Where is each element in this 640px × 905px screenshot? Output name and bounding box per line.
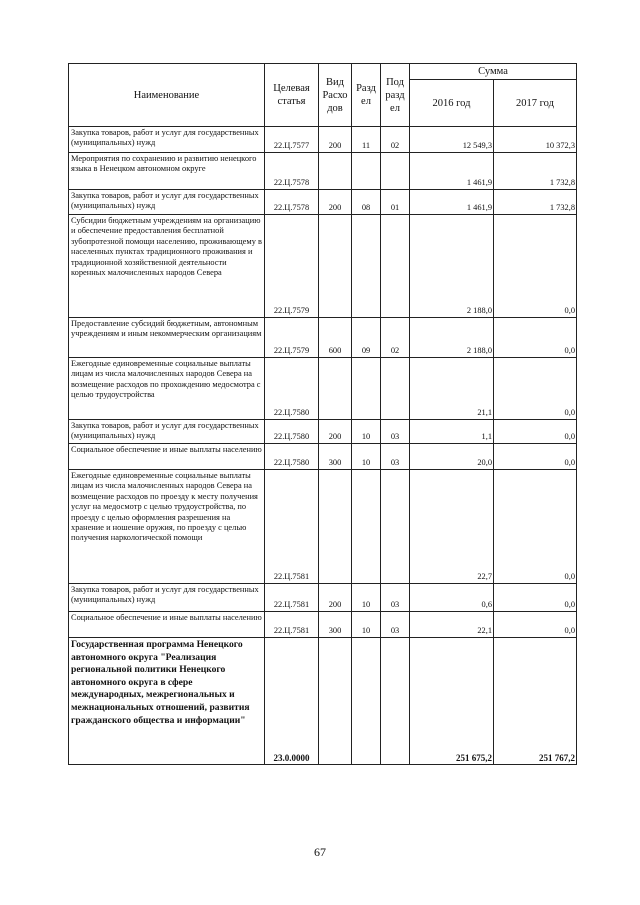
header-vid: Вид Расхо дов <box>319 64 352 127</box>
table-row <box>69 420 577 444</box>
row-amount-2016: 251 675,2 <box>410 638 494 765</box>
row-amount-2016: 22,1 <box>410 612 494 638</box>
row-target-code: 22.Ц.7580 <box>265 444 319 470</box>
row-amount-2016: 2 188,0 <box>410 215 494 318</box>
row-amount-2017: 0,0 <box>494 470 577 584</box>
row-amount-2017: 0,0 <box>494 420 577 444</box>
row-target-code: 22.Ц.7578 <box>265 190 319 215</box>
header-podrazdel: Под разд ел <box>381 64 410 127</box>
row-razdel-code: 09 <box>352 318 381 358</box>
row-name: Закупка товаров, работ и услуг для государственных (муниципальных) нужд <box>69 584 265 612</box>
row-target-code: 22.Ц.7581 <box>265 470 319 584</box>
row-amount-2016: 22,7 <box>410 470 494 584</box>
row-razdel-code <box>352 153 381 190</box>
row-target-code: 22.Ц.7579 <box>265 318 319 358</box>
table-row <box>69 470 577 584</box>
row-amount-2017: 0,0 <box>494 612 577 638</box>
row-amount-2016: 0,6 <box>410 584 494 612</box>
row-podrazdel-code <box>381 638 410 765</box>
row-vid-code: 200 <box>319 584 352 612</box>
header-name: Наименование <box>69 64 265 127</box>
row-target-code: 22.Ц.7581 <box>265 584 319 612</box>
row-razdel-code: 10 <box>352 420 381 444</box>
row-podrazdel-code: 02 <box>381 318 410 358</box>
row-vid-code: 200 <box>319 190 352 215</box>
row-amount-2017: 0,0 <box>494 584 577 612</box>
row-vid-code: 300 <box>319 612 352 638</box>
table-header <box>69 64 577 127</box>
budget-table-sheet <box>68 63 576 765</box>
row-podrazdel-code <box>381 215 410 318</box>
row-target-code: 22.Ц.7579 <box>265 215 319 318</box>
row-vid-code <box>319 153 352 190</box>
row-name: Субсидии бюджетным учреждениям на организацию и обеспечение предоставления бесплатной зубопротезной помощи населению, проживающему в населенных пунктах традиционного проживания и традиционной хозяйственной деятельности коренных малочисленных народов Севера <box>69 215 265 318</box>
row-podrazdel-code: 02 <box>381 127 410 153</box>
row-target-code: 22.Ц.7580 <box>265 420 319 444</box>
row-amount-2017: 0,0 <box>494 318 577 358</box>
row-name: Предоставление субсидий бюджетным, автономным учреждениям и иным некоммерческим организациям <box>69 318 265 358</box>
budget-table <box>68 63 577 765</box>
row-vid-code <box>319 358 352 420</box>
row-podrazdel-code: 03 <box>381 444 410 470</box>
row-name: Закупка товаров, работ и услуг для государственных (муниципальных) нужд <box>69 190 265 215</box>
row-target-code: 22.Ц.7581 <box>265 612 319 638</box>
table-row <box>69 318 577 358</box>
header-target: Целевая статья <box>265 64 319 127</box>
row-razdel-code <box>352 638 381 765</box>
row-podrazdel-code: 01 <box>381 190 410 215</box>
row-amount-2017: 251 767,2 <box>494 638 577 765</box>
row-amount-2017: 0,0 <box>494 215 577 318</box>
row-name: Закупка товаров, работ и услуг для государственных (муниципальных) нужд <box>69 127 265 153</box>
row-vid-code <box>319 638 352 765</box>
row-amount-2017: 10 372,3 <box>494 127 577 153</box>
row-podrazdel-code <box>381 358 410 420</box>
row-vid-code <box>319 470 352 584</box>
row-vid-code: 600 <box>319 318 352 358</box>
row-razdel-code: 10 <box>352 444 381 470</box>
row-razdel-code: 10 <box>352 584 381 612</box>
row-amount-2016: 20,0 <box>410 444 494 470</box>
row-amount-2017: 1 732,8 <box>494 153 577 190</box>
row-target-code: 22.Ц.7577 <box>265 127 319 153</box>
table-row <box>69 358 577 420</box>
row-podrazdel-code <box>381 153 410 190</box>
row-amount-2016: 1 461,9 <box>410 190 494 215</box>
table-row <box>69 444 577 470</box>
row-razdel-code <box>352 358 381 420</box>
row-vid-code <box>319 215 352 318</box>
row-vid-code: 200 <box>319 420 352 444</box>
header-razdel: Разд ел <box>352 64 381 127</box>
row-vid-code: 200 <box>319 127 352 153</box>
table-body <box>69 127 577 765</box>
row-razdel-code: 10 <box>352 612 381 638</box>
row-name: Государственная программа Ненецкого автономного округа "Реализация региональной политики Ненецкого автономного округа в сфере международных, межрегиональных и межнациональных отношений, развития гражданского общества и информации" <box>69 638 265 765</box>
header-year-2016: 2016 год <box>410 80 494 127</box>
row-vid-code: 300 <box>319 444 352 470</box>
row-name: Ежегодные единовременные социальные выплаты лицам из числа малочисленных народов Севера на возмещение расходов по проезду к месту получения услуг на медосмотр с целью трудоустройства, по проезду с целью оформления разрешения на хранение и ношение оружия, по проезду с целью получения наркологической помощи <box>69 470 265 584</box>
row-razdel-code <box>352 215 381 318</box>
row-podrazdel-code <box>381 470 410 584</box>
header-year-2017: 2017 год <box>494 80 577 127</box>
row-razdel-code <box>352 470 381 584</box>
row-name: Закупка товаров, работ и услуг для государственных (муниципальных) нужд <box>69 420 265 444</box>
row-razdel-code: 08 <box>352 190 381 215</box>
row-podrazdel-code: 03 <box>381 584 410 612</box>
page-number: 67 <box>314 845 326 859</box>
row-razdel-code: 11 <box>352 127 381 153</box>
row-amount-2017: 0,0 <box>494 358 577 420</box>
table-row <box>69 127 577 153</box>
table-row <box>69 153 577 190</box>
row-amount-2016: 21,1 <box>410 358 494 420</box>
row-amount-2017: 1 732,8 <box>494 190 577 215</box>
row-amount-2017: 0,0 <box>494 444 577 470</box>
table-row <box>69 612 577 638</box>
row-podrazdel-code: 03 <box>381 420 410 444</box>
row-target-code: 22.Ц.7578 <box>265 153 319 190</box>
row-name: Социальное обеспечение и иные выплаты населению <box>69 444 265 470</box>
row-target-code: 22.Ц.7580 <box>265 358 319 420</box>
row-name: Социальное обеспечение и иные выплаты населению <box>69 612 265 638</box>
row-name: Мероприятия по сохранению и развитию ненецкого языка в Ненецком автономном округе <box>69 153 265 190</box>
row-amount-2016: 1 461,9 <box>410 153 494 190</box>
table-row <box>69 638 577 765</box>
row-amount-2016: 1,1 <box>410 420 494 444</box>
header-summa: Сумма <box>410 64 577 80</box>
row-name: Ежегодные единовременные социальные выплаты лицам из числа малочисленных народов Севера на возмещение расходов по прохождению медосмотра с целью трудоустройства <box>69 358 265 420</box>
table-row <box>69 190 577 215</box>
row-amount-2016: 2 188,0 <box>410 318 494 358</box>
row-podrazdel-code: 03 <box>381 612 410 638</box>
table-row <box>69 215 577 318</box>
table-row <box>69 584 577 612</box>
row-amount-2016: 12 549,3 <box>410 127 494 153</box>
row-target-code: 23.0.0000 <box>265 638 319 765</box>
